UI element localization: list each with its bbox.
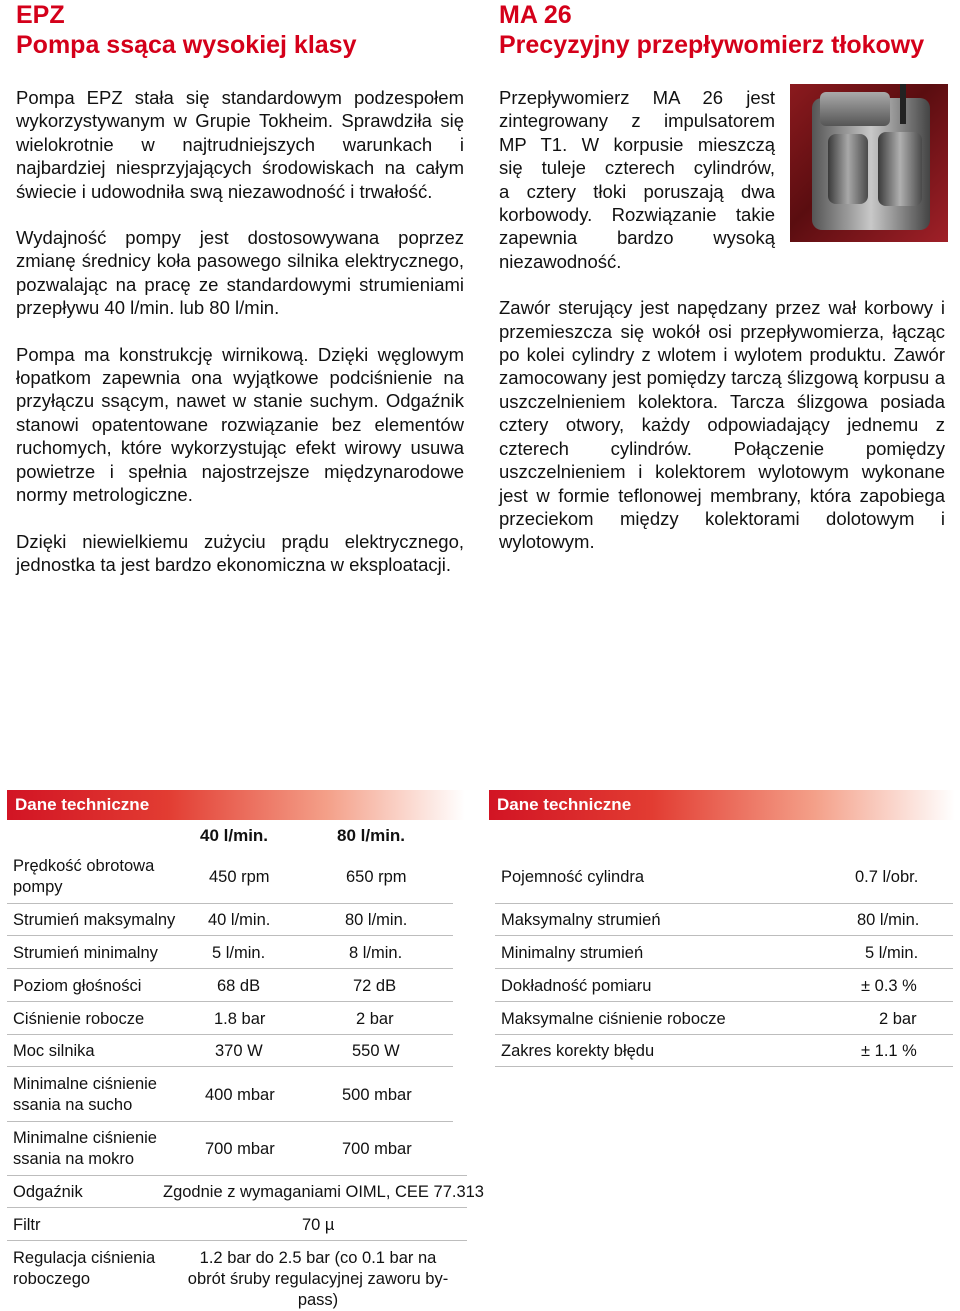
epz-paragraph-1: Pompa EPZ stała się standardowym podzespołem wykorzystywanym w Grupie Tokheim. Sprawdziła się wielokrotnie w najtrudniejszych warunkach i najbardziej niesprzyjających środowiskach na całym świecie i udowodniła swą niezawodność i trwałość. bbox=[16, 87, 464, 202]
col-header-80: 80 l/min. bbox=[337, 826, 406, 845]
row-value-80: 550 W bbox=[352, 1042, 400, 1060]
left-column bbox=[16, 0, 464, 599]
ma26-paragraph-1 bbox=[499, 86, 775, 273]
row-value-40: 400 mbar bbox=[205, 1086, 275, 1104]
row-label: Regulacja ciśnienia roboczego bbox=[13, 1249, 156, 1288]
ma26-line: a cztery tłoki poruszają dwa bbox=[499, 180, 775, 202]
row-value: ± 1.1 % bbox=[861, 1042, 917, 1060]
row-value-40: 40 l/min. bbox=[208, 911, 271, 929]
left-table-header: Dane techniczne bbox=[7, 790, 465, 820]
row-value: 2 bar bbox=[879, 1010, 917, 1028]
right-table-header: Dane techniczne bbox=[489, 790, 955, 820]
epz-paragraph-3: Pompa ma konstrukcję wirnikową. Dzięki węglowym łopatkom zapewnia ona wyjątkowe podciśnienie na przyłączu ssącym, nawet w stanie suchym. Odgaźnik stanowi opatentowane rozwiązanie bez elementów ruchomych, które wykorzystując efekt wirowy usuwa powietrze i spełnia najostrzejsze międzynarodowe normy metrologiczne. bbox=[16, 343, 464, 506]
epz-subtitle: Pompa ssąca wysokiej klasy bbox=[16, 31, 357, 59]
row-label: Moc silnika bbox=[13, 1042, 95, 1060]
row-value-80: 72 dB bbox=[353, 977, 397, 995]
row-label: Ciśnienie robocze bbox=[13, 1010, 145, 1028]
row-value-80: 700 mbar bbox=[342, 1140, 412, 1158]
row-value-80: 650 rpm bbox=[346, 868, 407, 886]
epz-text bbox=[16, 86, 464, 576]
ma26-line: MP T1. W korpusie mieszczą bbox=[499, 133, 775, 155]
ma26-line: się tuleje czterech cylindrów, bbox=[499, 157, 775, 179]
row-value: 5 l/min. bbox=[865, 944, 919, 962]
row-label: Strumień maksymalny bbox=[13, 911, 176, 929]
row-label: Poziom głośności bbox=[13, 977, 142, 995]
row-label: Maksymalny strumień bbox=[501, 911, 661, 929]
row-value-span: 1.2 bar do 2.5 bar (co 0.1 bar na obrót śruby regulacyjnej zaworu by-pass) bbox=[187, 1249, 449, 1309]
row-label: Strumień minimalny bbox=[13, 944, 158, 962]
row-label: Dokładność pomiaru bbox=[501, 977, 652, 995]
col-header-40: 40 l/min. bbox=[200, 826, 269, 845]
row-label: Filtr bbox=[13, 1216, 41, 1234]
row-value-40: 450 rpm bbox=[209, 868, 270, 886]
row-label: Maksymalne ciśnienie robocze bbox=[501, 1010, 726, 1028]
ma26-line: niezawodność. bbox=[499, 250, 622, 272]
row-label: Prędkość obrotowa pompy bbox=[13, 857, 155, 896]
row-value-span: 70 µ bbox=[302, 1216, 335, 1234]
row-value-40: 370 W bbox=[215, 1042, 263, 1060]
row-label: Minimalny strumień bbox=[501, 944, 644, 962]
row-value-40: 5 l/min. bbox=[212, 944, 266, 962]
ma26-subtitle: Precyzyjny przepływomierz tłokowy bbox=[499, 31, 925, 59]
row-value-80: 500 mbar bbox=[342, 1086, 412, 1104]
ma26-line: zapewnia bardzo wysoką bbox=[499, 227, 775, 249]
row-value-40: 1.8 bar bbox=[214, 1010, 266, 1028]
row-label: Minimalne ciśnienie ssania na mokro bbox=[13, 1129, 157, 1168]
ma26-line: korbowody. Rozwiązanie takie bbox=[499, 204, 775, 226]
row-value: 80 l/min. bbox=[857, 911, 920, 929]
flowmeter-photo bbox=[790, 84, 948, 242]
row-value-80: 2 bar bbox=[356, 1010, 394, 1028]
row-value-span: Zgodnie z wymaganiami OIML, CEE 77.313 bbox=[163, 1183, 484, 1201]
row-value-40: 700 mbar bbox=[205, 1140, 275, 1158]
row-label: Odgaźnik bbox=[13, 1183, 83, 1201]
epz-paragraph-4: Dzięki niewielkiemu zużyciu prądu elektrycznego, jednostka ta jest bardzo ekonomiczna w eksploatacji. bbox=[16, 530, 464, 575]
ma26-line: zintegrowany z impulsatorem bbox=[499, 110, 775, 132]
ma26-line: Przepływomierz MA 26 jest bbox=[499, 87, 775, 108]
row-value-80: 8 l/min. bbox=[349, 944, 403, 962]
ma26-paragraph-2: Zawór sterujący jest napędzany przez wał korbowy i przemieszcza się wokół osi przepływomierza, łącząc po kolei cylindry z wlotem i wylotem produktu. Zawór zamocowany jest pomiędzy tarczą ślizgową korpusu a uszczelnieniem kolektora. Tarcza ślizgowa posiada cztery otwory, każdy odpowiadający jednemu z czterech cylindrów. Połączenie pomiędzy uszczelnieniem i kolektorem wylotowym wykonane jest w formie teflonowej membrany, która zapobiega przeciekom między kolektorami dolotowym i wylotowym. bbox=[499, 297, 945, 553]
row-value-40: 68 dB bbox=[217, 977, 261, 995]
row-label: Zakres korekty błędu bbox=[501, 1042, 655, 1060]
epz-paragraph-2: Wydajność pompy jest dostosowywana poprzez zmianę średnicy koła pasowego silnika elektrycznego, pozwalając na pracę ze standardowymi strumieniami przepływu 40 l/min. lub 80 l/min. bbox=[16, 227, 464, 319]
row-label: Pojemność cylindra bbox=[501, 868, 645, 886]
ma26-title: MA 26 bbox=[499, 1, 572, 29]
row-value: ± 0.3 % bbox=[861, 977, 917, 995]
epz-title: EPZ bbox=[16, 1, 65, 29]
row-value-80: 80 l/min. bbox=[345, 911, 408, 929]
row-label: Minimalne ciśnienie ssania na sucho bbox=[13, 1075, 157, 1114]
row-value: 0.7 l/obr. bbox=[855, 868, 919, 886]
